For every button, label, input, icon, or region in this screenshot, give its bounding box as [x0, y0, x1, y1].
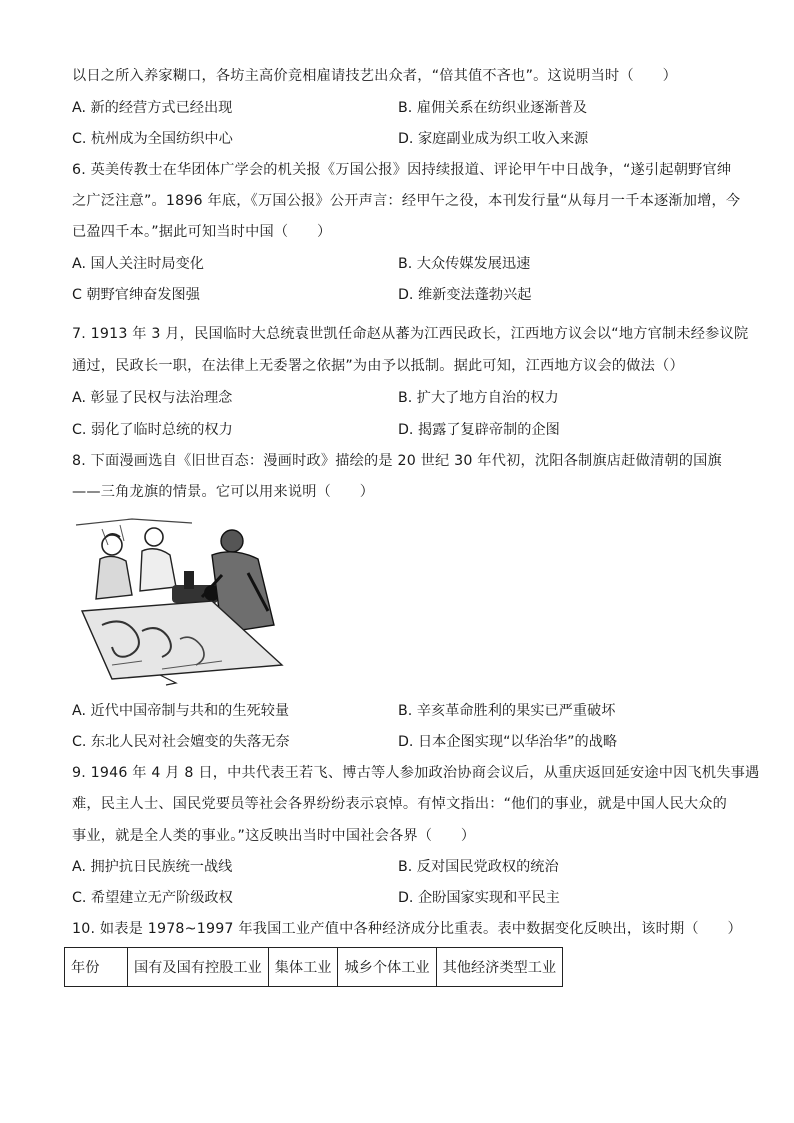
- q8-option-b: B. 辛亥革命胜利的果实已严重破坏: [398, 703, 616, 719]
- industry-share-table: [64, 947, 563, 987]
- q5-stem: 以日之所入养家糊口，各坊主高价竞相雇请技艺出众者，“倍其值不吝也”。这说明当时（ ）: [72, 68, 677, 84]
- q9-option-d: D. 企盼国家实现和平民主: [398, 890, 560, 906]
- q9-option-a: A. 拥护抗日民族统一战线: [72, 859, 233, 875]
- q8-option-a: A. 近代中国帝制与共和的生死较量: [72, 703, 290, 719]
- q6-stem-line-1: 6. 英美传教士在华团体广学会的机关报《万国公报》因持续报道、评论甲午中日战争，“遂引起朝野官绅: [72, 162, 732, 178]
- table-header-year: 年份: [65, 948, 128, 987]
- q7-option-d: D. 揭露了复辟帝制的企图: [398, 422, 560, 438]
- q5-option-b: B. 雇佣关系在纺织业逐渐普及: [398, 100, 588, 116]
- q5-option-c: C. 杭州成为全国纺织中心: [72, 131, 233, 147]
- q7-option-a: A. 彰显了民权与法治理念: [72, 390, 233, 406]
- q6-option-a: A. 国人关注时局变化: [72, 256, 204, 272]
- q8-stem-line-1: 8. 下面漫画选自《旧世百态：漫画时政》描绘的是 20 世纪 30 年代初，沈阳各制旗店赶做清朝的国旗: [72, 453, 722, 469]
- q5-option-d: D. 家庭副业成为织工收入来源: [398, 131, 589, 147]
- q6-option-c: C 朝野官绅奋发图强: [72, 287, 200, 303]
- q7-stem-line-2: 通过，民政长一职，在法律上无委署之依据”为由予以抵制。据此可知，江西地方议会的做法（）: [72, 358, 684, 374]
- q9-stem-line-3: 事业，就是全人类的事业。”这反映出当时中国社会各界（ ）: [72, 828, 476, 844]
- q10-stem: 10. 如表是 1978~1997 年我国工业产值中各种经济成分比重表。表中数据变化反映出，该时期（ ）: [72, 921, 742, 937]
- table-header-state-owned: 国有及国有控股工业: [128, 948, 269, 987]
- table-header-individual: 城乡个体工业: [338, 948, 436, 987]
- q9-stem-line-1: 9. 1946 年 4 月 8 日，中共代表王若飞、博古等人参加政治协商会议后，从重庆返回延安途中因飞机失事遇: [72, 765, 760, 781]
- q6-option-d: D. 维新变法蓬勃兴起: [398, 287, 532, 303]
- table-header-collective: 集体工业: [268, 948, 338, 987]
- q6-stem-line-3: 已盈四千本。”据此可知当时中国（ ）: [72, 224, 332, 240]
- q7-stem-line-1: 7. 1913 年 3 月，民国临时大总统袁世凯任命赵从蕃为江西民政长，江西地方议会以“地方官制未经参议院: [72, 326, 749, 342]
- q9-option-b: B. 反对国民党政权的统治: [398, 859, 559, 875]
- q8-option-d: D. 日本企图实现“以华治华”的战略: [398, 734, 618, 750]
- q6-option-b: B. 大众传媒发展迅速: [398, 256, 531, 272]
- table-header-other: 其他经济类型工业: [436, 948, 563, 987]
- q5-option-a: A. 新的经营方式已经出现: [72, 100, 233, 116]
- flag-shop-cartoon: [72, 515, 290, 687]
- q8-stem-line-2: ——三角龙旗的情景。它可以用来说明（ ）: [72, 484, 375, 500]
- q6-stem-line-2: 之广泛注意”。1896 年底，《万国公报》公开声言：经甲午之役，本刊发行量“从每月一千本逐渐加增，今: [72, 193, 741, 209]
- q8-option-c: C. 东北人民对社会嬗变的失落无奈: [72, 734, 290, 750]
- q7-option-b: B. 扩大了地方自治的权力: [398, 390, 559, 406]
- q9-option-c: C. 希望建立无产阶级政权: [72, 890, 233, 906]
- q7-option-c: C. 弱化了临时总统的权力: [72, 422, 233, 438]
- q9-stem-line-2: 难，民主人士、国民党要员等社会各界纷纷表示哀悼。有悼文指出：“他们的事业，就是中国人民大众的: [72, 796, 727, 812]
- table-header-row: [65, 948, 563, 987]
